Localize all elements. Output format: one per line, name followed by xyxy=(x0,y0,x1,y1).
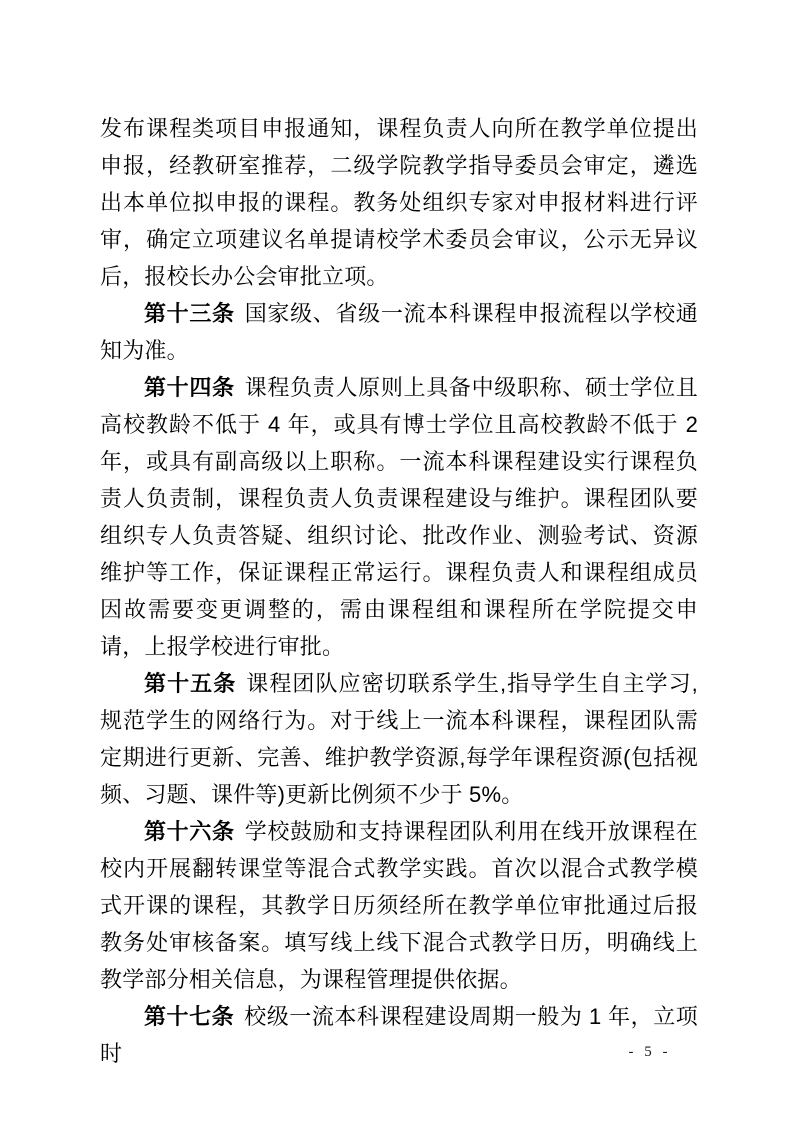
page-number: - 5 - xyxy=(628,1044,668,1060)
article-number-17: 第十七条 xyxy=(144,1004,235,1029)
body-paragraph-continuation xyxy=(100,110,698,295)
article-number-13: 第十三条 xyxy=(144,301,235,326)
article-number-15: 第十五条 xyxy=(144,671,237,696)
article-text-13: 国家级、省级一流本科课程申报流程以学校通知为准。 xyxy=(100,301,698,363)
article-paragraph-15 xyxy=(100,665,698,813)
article-number-16: 第十六条 xyxy=(144,819,235,844)
article-paragraph-16 xyxy=(100,813,698,998)
article-number-14: 第十四条 xyxy=(144,375,235,400)
document-body xyxy=(100,110,698,1072)
article-paragraph-14 xyxy=(100,369,698,665)
article-paragraph-13 xyxy=(100,295,698,369)
article-text-15: 课程团队应密切联系学生,指导学生自主学习,规范学生的网络行为。对于线上一流本科课程，课程团队需定期进行更新、完善、维护教学资源,每学年课程资源(包括视频、习题、课件等)更新比例须不少于 5%。 xyxy=(100,671,698,807)
article-text-17: 校级一流本科课程建设周期一般为 1 年，立项时 xyxy=(100,1004,698,1066)
paragraph-text: 发布课程类项目申报通知，课程负责人向所在教学单位提出申报，经教研室推荐，二级学院教学指导委员会审定，遴选出本单位拟申报的课程。教务处组织专家对申报材料进行评审，确定立项建议名单提请校学术委员会审议，公示无异议后，报校长办公会审批立项。 xyxy=(100,116,698,289)
article-text-14: 课程负责人原则上具备中级职称、硕士学位且高校教龄不低于 4 年，或具有博士学位且高校教龄不低于 2 年，或具有副高级以上职称。一流本科课程建设实行课程负责人负责制，课程负责人负责课程建设与维护。课程团队要组织专人负责答疑、组织讨论、批改作业、测验考试、资源维护等工作，保证课程正常运行。课程负责人和课程组成员因故需要变更调整的，需由课程组和课程所在学院提交申请，上报学校进行审批。 xyxy=(100,375,698,659)
article-text-16: 学校鼓励和支持课程团队利用在线开放课程在校内开展翻转课堂等混合式教学实践。首次以混合式教学模式开课的课程，其教学日历须经所在教学单位审批通过后报教务处审核备案。填写线上线下混合式教学日历，明确线上教学部分相关信息，为课程管理提供依据。 xyxy=(100,819,698,992)
